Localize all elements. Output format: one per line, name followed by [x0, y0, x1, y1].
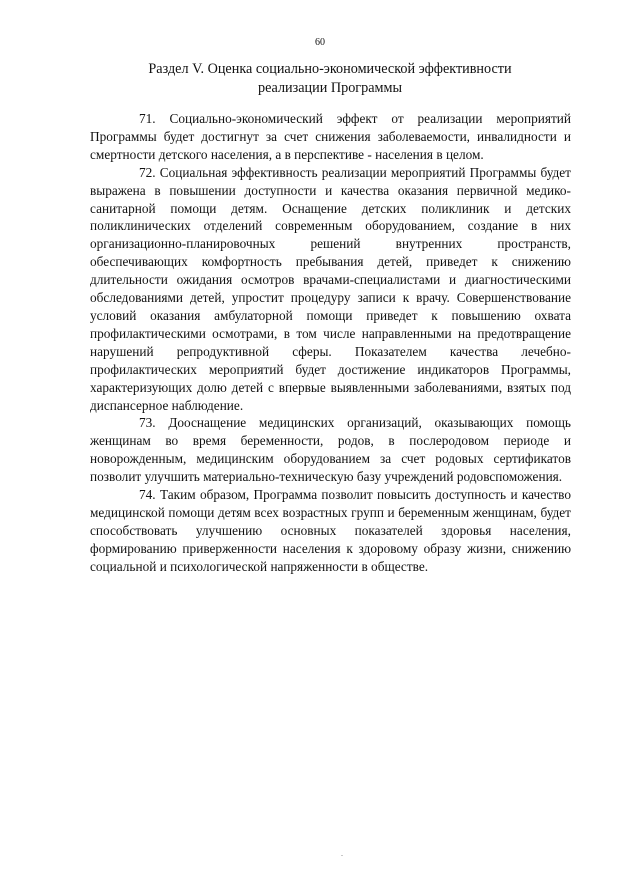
- section-title-line-1: Раздел V. Оценка социально-экономической эффективности: [148, 61, 512, 77]
- scan-speck: [341, 855, 343, 856]
- paragraph-74: 74. Таким образом, Программа позволит повысить доступность и качество медицинской помощи детям всех возрастных групп и беременным женщинам, будет способствовать улучшению основных показателей здоровья населения, формированию приверженности населения к здоровому образу жизни, снижению социальной и психологической напряженности в обществе.: [90, 487, 571, 574]
- section-title: [90, 60, 570, 98]
- paragraph-72: 72. Социальная эффективность реализации мероприятий Программы будет выражена в повышении доступности и качества оказания первичной медико-санитарной помощи детям. Оснащение детских поликлиник и детских поликлинических отделений современным оборудованием, создание в них организационно-планировочных решений внутренних пространств, обеспечивающих комфортность пребывания детей, приведет к снижению длительности ожидания осмотров врачами-специалистами и диагностическими обследованиями детей, упростит процедуру записи к врачу. Совершенствование условий оказания амбулаторной помощи приведет к повышению охвата профилактическими осмотрами, в том числе направленными на предотвращение нарушений репродуктивной сферы. Показателем качества лечебно-профилактических мероприятий будет достижение индикаторов Программы, характеризующих долю детей с впервые выявленными заболеваниями, взятых под диспансерное наблюдение.: [90, 164, 571, 413]
- section-title-line-2: реализации Программы: [257, 80, 403, 96]
- paragraph-73: 73. Дооснащение медицинских организаций, оказывающих помощь женщинам во время беременности, родов, в послеродовом периоде и новорожденным, медицинским оборудованием за счет родовых сертификатов позволит улучшить материально-техническую базу учреждений родовспоможения.: [90, 415, 571, 485]
- document-body: [90, 110, 571, 576]
- page-number: 60: [315, 37, 325, 48]
- paragraph-71: 71. Социально-экономический эффект от реализации мероприятий Программы будет достигнут за счет снижения заболеваемости, инвалидности и смертности детского населения, а в перспективе - населения в целом.: [90, 111, 571, 162]
